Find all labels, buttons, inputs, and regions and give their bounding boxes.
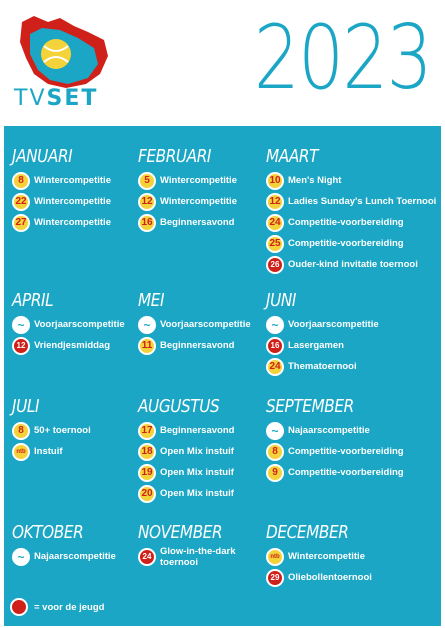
date-badge: 5 xyxy=(138,172,156,190)
date-badge: 20 xyxy=(138,485,156,503)
event-item xyxy=(266,420,406,441)
date-badge: 24 xyxy=(266,214,284,232)
event-title: Competitie-voorbereiding xyxy=(288,467,404,478)
month-mei xyxy=(138,290,278,356)
date-badge: 16 xyxy=(138,214,156,232)
event-item xyxy=(12,212,152,233)
month-name: JANUARI xyxy=(12,146,73,167)
month-april xyxy=(12,290,152,356)
month-name: JUNI xyxy=(266,290,296,311)
month-name: SEPTEMBER xyxy=(266,396,354,417)
event-title: Men's Night xyxy=(288,175,342,186)
date-tbd-badge: ntb xyxy=(266,548,284,566)
month-september xyxy=(266,396,406,483)
legend-text: = voor de jeugd xyxy=(34,601,105,613)
event-item xyxy=(12,170,152,191)
event-title: Competitie-voorbereiding xyxy=(288,446,404,457)
event-item xyxy=(138,462,278,483)
event-item xyxy=(266,233,406,254)
youth-date-badge: 12 xyxy=(12,337,30,355)
event-title: Najaarscompetitie xyxy=(34,551,116,562)
event-item xyxy=(266,335,406,356)
youth-date-badge: 26 xyxy=(266,256,284,274)
event-item xyxy=(138,314,278,335)
event-item xyxy=(138,546,278,567)
month-name: FEBRUARI xyxy=(138,146,212,167)
event-item xyxy=(138,170,278,191)
date-badge: 8 xyxy=(12,172,30,190)
event-title: Vriendjesmiddag xyxy=(34,340,111,351)
event-item xyxy=(266,212,406,233)
event-item xyxy=(266,567,406,588)
month-juli xyxy=(12,396,152,462)
youth-date-badge: 24 xyxy=(138,548,156,566)
ongoing-wave-icon: ~ xyxy=(266,316,284,334)
date-badge: 9 xyxy=(266,464,284,482)
event-title: Wintercompetitie xyxy=(288,551,365,562)
date-tbd-badge: ntb xyxy=(12,443,30,461)
event-title: Competitie-voorbereiding xyxy=(288,238,404,249)
logo-text: TVSET xyxy=(14,86,99,111)
ongoing-wave-icon: ~ xyxy=(266,422,284,440)
event-item xyxy=(138,212,278,233)
event-title: 50+ toernooi xyxy=(34,425,91,436)
date-badge: 12 xyxy=(266,193,284,211)
event-title: Thematoernooi xyxy=(288,361,357,372)
date-badge: 12 xyxy=(138,193,156,211)
event-item xyxy=(266,314,406,335)
ongoing-wave-icon: ~ xyxy=(138,316,156,334)
youth-ball-icon xyxy=(10,598,28,616)
event-item xyxy=(138,191,278,212)
event-item xyxy=(266,254,418,275)
date-badge: 8 xyxy=(266,443,284,461)
event-title: Beginnersavond xyxy=(160,425,235,436)
event-title: Ouder-kind invitatie toernooi xyxy=(288,259,418,270)
event-title: Instuif xyxy=(34,446,63,457)
month-name: NOVEMBER xyxy=(138,522,223,543)
date-badge: 19 xyxy=(138,464,156,482)
event-title: Wintercompetitie xyxy=(34,217,111,228)
event-title: Najaarscompetitie xyxy=(288,425,370,436)
event-title: Wintercompetitie xyxy=(34,196,111,207)
event-item xyxy=(266,170,406,191)
month-december xyxy=(266,522,406,588)
event-title: Ladies Sunday's Lunch Toernooi xyxy=(288,196,437,207)
date-badge: 17 xyxy=(138,422,156,440)
event-title: Voorjaarscompetitie xyxy=(34,319,125,330)
month-name: APRIL xyxy=(12,290,54,311)
ongoing-wave-icon: ~ xyxy=(12,316,30,334)
event-item xyxy=(266,356,406,377)
month-name: OKTOBER xyxy=(12,522,84,543)
date-badge: 25 xyxy=(266,235,284,253)
month-januari xyxy=(12,146,152,233)
event-item xyxy=(138,420,278,441)
youth-date-badge: 29 xyxy=(266,569,284,587)
month-name: MEI xyxy=(138,290,165,311)
event-item xyxy=(12,420,152,441)
month-november xyxy=(138,522,278,567)
month-name: DECEMBER xyxy=(266,522,349,543)
month-februari xyxy=(138,146,278,233)
event-title: Open Mix instuif xyxy=(160,467,234,478)
event-item xyxy=(138,335,278,356)
event-title: Wintercompetitie xyxy=(160,175,237,186)
event-item xyxy=(266,546,406,567)
youth-date-badge: 16 xyxy=(266,337,284,355)
event-title: Oliebollentoernooi xyxy=(288,572,372,583)
month-augustus xyxy=(138,396,278,504)
event-item xyxy=(12,546,152,567)
event-item xyxy=(12,441,152,462)
event-title: Open Mix instuif xyxy=(160,488,234,499)
date-badge: 24 xyxy=(266,358,284,376)
header xyxy=(0,0,445,126)
event-title: Voorjaarscompetitie xyxy=(288,319,379,330)
month-oktober xyxy=(12,522,152,567)
event-item xyxy=(138,483,278,504)
event-title: Open Mix instuif xyxy=(160,446,234,457)
event-title: Voorjaarscompetitie xyxy=(160,319,251,330)
month-juni xyxy=(266,290,406,377)
event-item xyxy=(266,441,406,462)
month-name: JULI xyxy=(12,396,40,417)
year-title: 2023 xyxy=(253,6,431,109)
date-badge: 8 xyxy=(12,422,30,440)
date-badge: 22 xyxy=(12,193,30,211)
event-item xyxy=(138,441,278,462)
event-item xyxy=(12,335,152,356)
month-name: MAART xyxy=(266,146,318,167)
ongoing-wave-icon: ~ xyxy=(12,548,30,566)
event-item xyxy=(266,462,406,483)
event-title: Wintercompetitie xyxy=(160,196,237,207)
date-badge: 27 xyxy=(12,214,30,232)
event-title: Wintercompetitie xyxy=(34,175,111,186)
event-title: Lasergamen xyxy=(288,340,344,351)
event-title: Glow-in-the-dark toernooi xyxy=(160,545,236,568)
event-item xyxy=(266,191,437,212)
month-maart xyxy=(266,146,437,275)
date-badge: 18 xyxy=(138,443,156,461)
date-badge: 10 xyxy=(266,172,284,190)
month-name: AUGUSTUS xyxy=(138,396,220,417)
event-item xyxy=(12,191,152,212)
event-title: Beginnersavond xyxy=(160,340,235,351)
event-title: Competitie-voorbereiding xyxy=(288,217,404,228)
date-badge: 11 xyxy=(138,337,156,355)
event-item xyxy=(12,314,152,335)
legend xyxy=(10,598,104,616)
event-title: Beginnersavond xyxy=(160,217,235,228)
